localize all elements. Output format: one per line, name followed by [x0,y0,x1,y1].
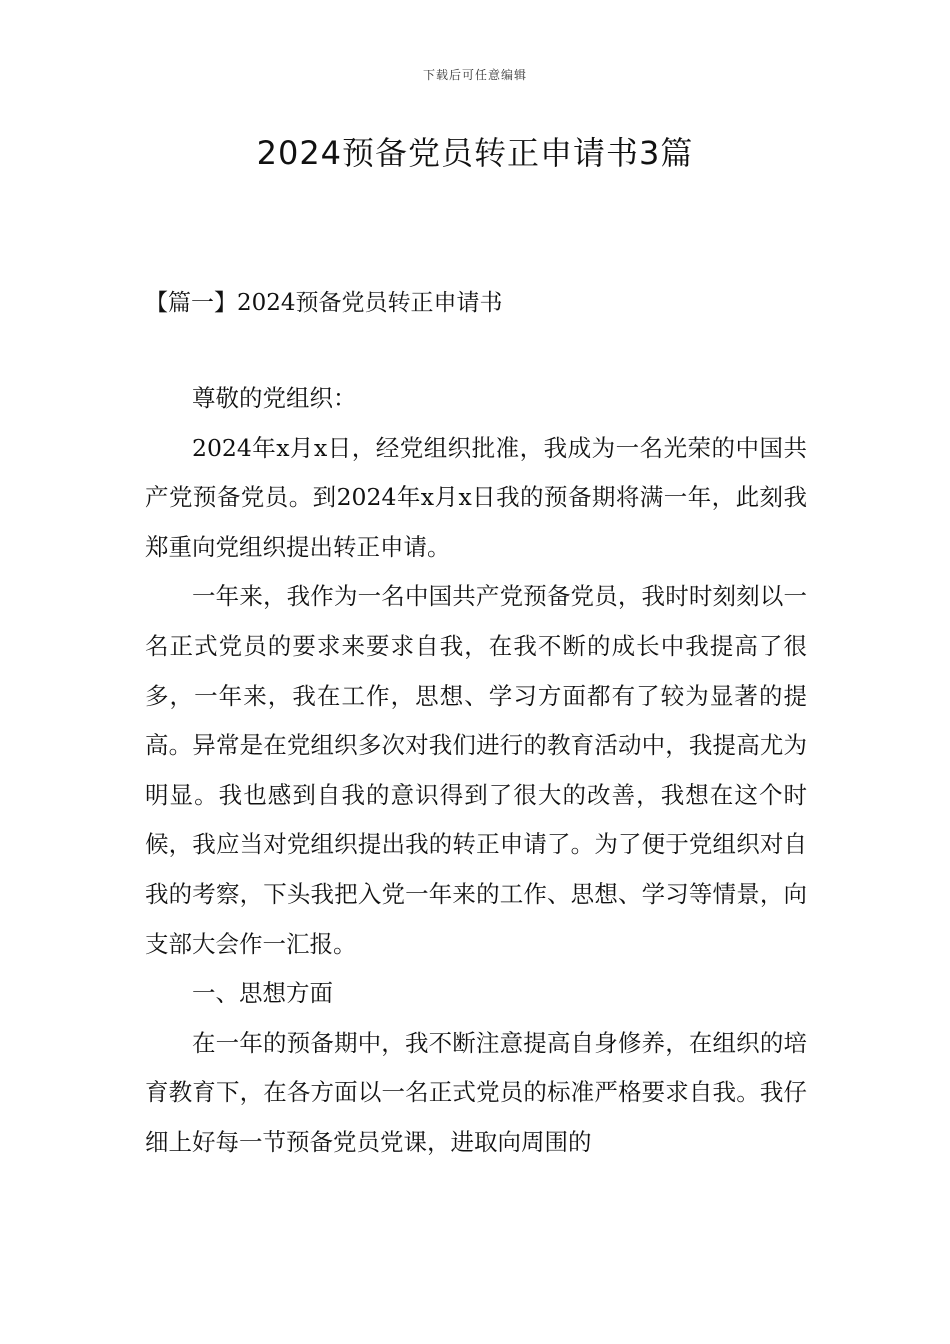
document-body [145,374,807,1168]
section-heading: 【篇一】2024预备党员转正申请书 [145,290,503,316]
paragraph-1: 2024年x月x日，经党组织批准，我成为一名光荣的中国共产党预备党员。到2024年x月x日我的预备期将满一年，此刻我郑重向党组织提出转正申请。 [145,433,807,561]
paragraph-3: 在一年的预备期中，我不断注意提高自身修养，在组织的培育教育下，在各方面以一名正式党员的标准严格要求自我。我仔细上好每一节预备党员党课，进取向周围的 [145,1028,807,1156]
subheading-thought: 一、思想方面 [192,979,333,1008]
salutation: 尊敬的党组织： [192,384,357,412]
document-title: 2024预备党员转正申请书3篇 [256,134,694,172]
header-note: 下载后可任意编辑 [422,68,527,82]
paragraph-2: 一年来，我作为一名中国共产党预备党员，我时时刻刻以一名正式党员的要求来要求自我，在我不断的成长中我提高了很多，一年来，我在工作，思想、学习方面都有了较为显著的提高。异常是在党组织多次对我们进行的教育活动中，我提高尤为明显。我也感到自我的意识得到了很大的改善，我想在这个时候，我应当对党组织提出我的转正申请了。为了便于党组织对自我的考察，下头我把入党一年来的工作、思想、学习等情景，向支部大会作一汇报。 [145,582,807,958]
